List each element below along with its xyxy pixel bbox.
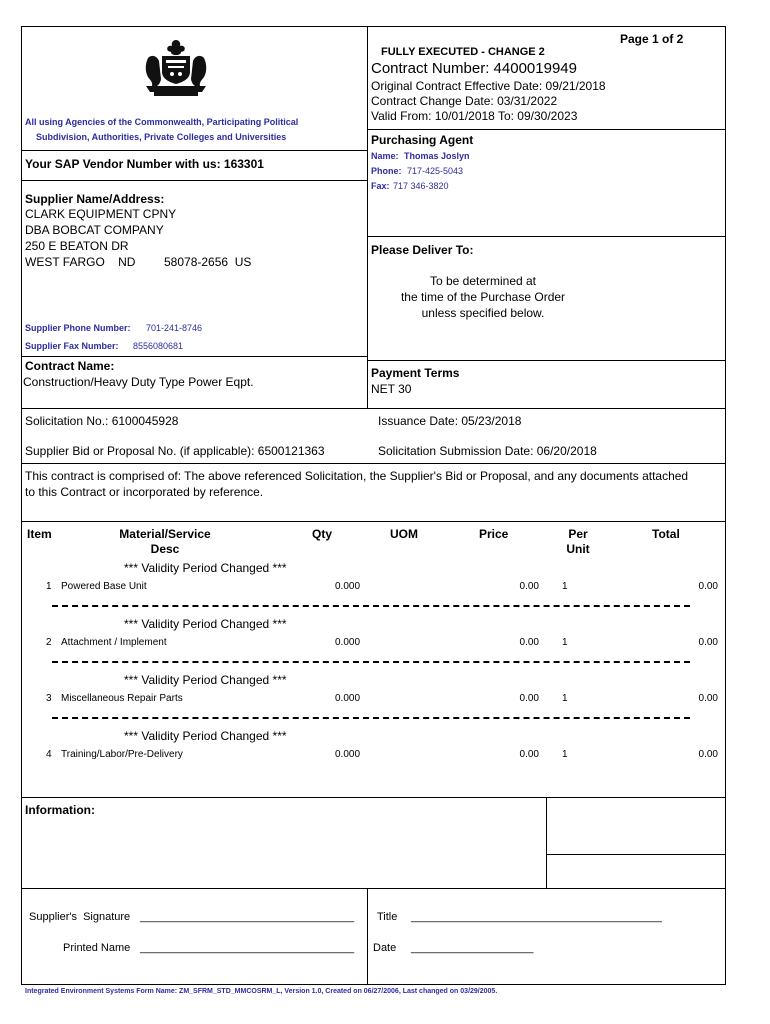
- supplier-phone-label: Supplier Phone Number:: [25, 323, 131, 333]
- col-material: Material/Service: [119, 527, 211, 541]
- sap-vendor-number: Your SAP Vendor Number with us: 163301: [25, 157, 264, 171]
- row-number: 1: [46, 581, 52, 592]
- contract-number: Contract Number: 4400019949: [371, 60, 577, 77]
- row-description: Miscellaneous Repair Parts: [61, 693, 183, 704]
- supplier-fax-label: Supplier Fax Number:: [25, 341, 119, 351]
- contract-change-date: Contract Change Date: 03/31/2022: [371, 94, 558, 108]
- divider-agent-top: [367, 129, 725, 130]
- supplier-heading: Supplier Name/Address:: [25, 192, 165, 206]
- comprised-line-1: This contract is comprised of: The above referenced Solicitation, the Supplier's Bid or Proposal, and any documents attached: [25, 469, 689, 483]
- original-effective-date: Original Contract Effective Date: 09/21/2018: [371, 79, 606, 93]
- border-bottom: [21, 984, 726, 985]
- row-qty: 0.000: [335, 581, 361, 592]
- agencies-line-1: All using Agencies of the Commonwealth, Participating Political: [25, 117, 299, 127]
- date-label: Date: [373, 942, 397, 954]
- row-total: 0.00: [698, 693, 718, 704]
- supplier-address-line-1: CLARK EQUIPMENT CPNY: [25, 207, 177, 221]
- divider-agent-bottom: [367, 236, 725, 237]
- column-divider-top: [367, 26, 368, 408]
- row-note: *** Validity Period Changed ***: [124, 673, 287, 687]
- divider-solicitation: [21, 408, 725, 409]
- supplier-bid-number: Supplier Bid or Proposal No. (if applicable): 6500121363: [25, 444, 325, 458]
- supplier-fax-value: 8556080681: [133, 341, 184, 351]
- divider-contract-right: [367, 360, 725, 361]
- supplier-signature-label: Supplier's Signature: [29, 911, 131, 923]
- divider-signature: [21, 888, 725, 889]
- row-number: 4: [46, 749, 52, 760]
- row-per: 1: [562, 581, 568, 592]
- row-price: 0.00: [519, 581, 539, 592]
- row-per: 1: [562, 749, 568, 760]
- row-total: 0.00: [698, 581, 718, 592]
- agent-fax-value: 717 346-3820: [393, 181, 449, 191]
- purchasing-agent-heading: Purchasing Agent: [371, 133, 474, 147]
- row-number: 3: [46, 693, 52, 704]
- row-qty: 0.000: [335, 749, 361, 760]
- title-label: Title: [377, 911, 398, 923]
- row-number: 2: [46, 637, 52, 648]
- row-qty: 0.000: [335, 637, 361, 648]
- divider-information: [21, 797, 725, 798]
- row-description: Attachment / Implement: [61, 637, 167, 648]
- row-total: 0.00: [698, 637, 718, 648]
- agencies-line-2: Subdivision, Authorities, Private Colleges and Universities: [36, 132, 287, 142]
- col-qty: Qty: [312, 527, 333, 541]
- col-per: Per: [568, 527, 588, 541]
- supplier-zip-country: 58078-2656 US: [164, 255, 252, 269]
- deliver-line-2: the time of the Purchase Order: [400, 290, 566, 304]
- info-box-mid: [546, 854, 725, 855]
- row-per: 1: [562, 693, 568, 704]
- border-right: [725, 26, 726, 984]
- divider-comprised: [21, 463, 725, 464]
- row-description: Training/Labor/Pre-Delivery: [61, 749, 183, 760]
- divider-agencies: [21, 150, 367, 151]
- row-qty: 0.000: [335, 693, 361, 704]
- col-uom: UOM: [390, 527, 418, 541]
- signature-divider: [367, 888, 368, 984]
- row-note: *** Validity Period Changed ***: [124, 729, 287, 743]
- commonwealth-seal: [138, 38, 214, 98]
- deliver-to-heading: Please Deliver To:: [371, 243, 474, 257]
- supplier-address-line-2: DBA BOBCAT COMPANY: [25, 223, 164, 237]
- border-top: [21, 26, 725, 27]
- deliver-line-3: unless specified below.: [421, 306, 545, 320]
- printed-name-label: Printed Name: [63, 942, 131, 954]
- col-desc: Desc: [150, 542, 180, 556]
- agent-name-value: Thomas Joslyn: [404, 151, 470, 161]
- row-total: 0.00: [698, 749, 718, 760]
- divider-table-top: [21, 521, 725, 522]
- agent-fax-label: Fax:: [371, 181, 390, 191]
- agent-phone-value: 717-425-5043: [407, 166, 464, 176]
- col-total: Total: [652, 527, 680, 541]
- page-label: Page 1 of 2: [620, 32, 684, 46]
- row-description: Powered Base Unit: [61, 581, 147, 592]
- row-note: *** Validity Period Changed ***: [124, 561, 287, 575]
- divider-sap: [21, 180, 367, 181]
- col-item: Item: [27, 527, 52, 541]
- comprised-line-2: to this Contract or incorporated by reference.: [25, 485, 264, 499]
- row-note: *** Validity Period Changed ***: [124, 617, 287, 631]
- row-price: 0.00: [519, 693, 539, 704]
- info-box-divider: [546, 797, 547, 888]
- row-per: 1: [562, 637, 568, 648]
- supplier-address-line-3: 250 E BEATON DR: [25, 239, 129, 253]
- row-price: 0.00: [519, 749, 539, 760]
- submission-date: Solicitation Submission Date: 06/20/2018: [378, 444, 597, 458]
- supplier-city-state: WEST FARGO ND: [25, 255, 136, 269]
- form-footnote: Integrated Environment Systems Form Name: ZM_SFRM_STD_MMCOSRM_L, Version 1.0, Created on 06/27/2006, Last changed on 03/29/2005.: [25, 988, 498, 995]
- payment-terms-value: NET 30: [371, 382, 412, 396]
- contract-name-heading: Contract Name:: [25, 359, 115, 373]
- col-unit: Unit: [566, 542, 590, 556]
- payment-terms-heading: Payment Terms: [371, 366, 460, 380]
- row-separator: [52, 717, 690, 719]
- divider-contract-left: [21, 356, 367, 357]
- date-line[interactable]: ____________________: [411, 942, 534, 954]
- deliver-line-1: To be determined at: [429, 274, 537, 288]
- agent-phone-label: Phone:: [371, 166, 402, 176]
- printed-name-line[interactable]: ___________________________________: [140, 942, 355, 954]
- supplier-phone-value: 701-241-8746: [146, 323, 203, 333]
- issuance-date: Issuance Date: 05/23/2018: [378, 414, 522, 428]
- row-price: 0.00: [519, 637, 539, 648]
- solicitation-number: Solicitation No.: 6100045928: [25, 414, 179, 428]
- agent-name-label: Name:: [371, 151, 399, 161]
- col-price: Price: [479, 527, 509, 541]
- row-separator: [52, 661, 690, 663]
- row-separator: [52, 605, 690, 607]
- valid-date-range: Valid From: 10/01/2018 To: 09/30/2023: [371, 109, 578, 123]
- title-line[interactable]: _________________________________________: [411, 911, 662, 923]
- contract-name-value: Construction/Heavy Duty Type Power Eqpt.: [23, 375, 254, 389]
- supplier-signature-line[interactable]: ___________________________________: [140, 911, 355, 923]
- information-heading: Information:: [25, 803, 95, 817]
- contract-status: FULLY EXECUTED - CHANGE 2: [381, 46, 545, 58]
- border-left: [21, 26, 22, 984]
